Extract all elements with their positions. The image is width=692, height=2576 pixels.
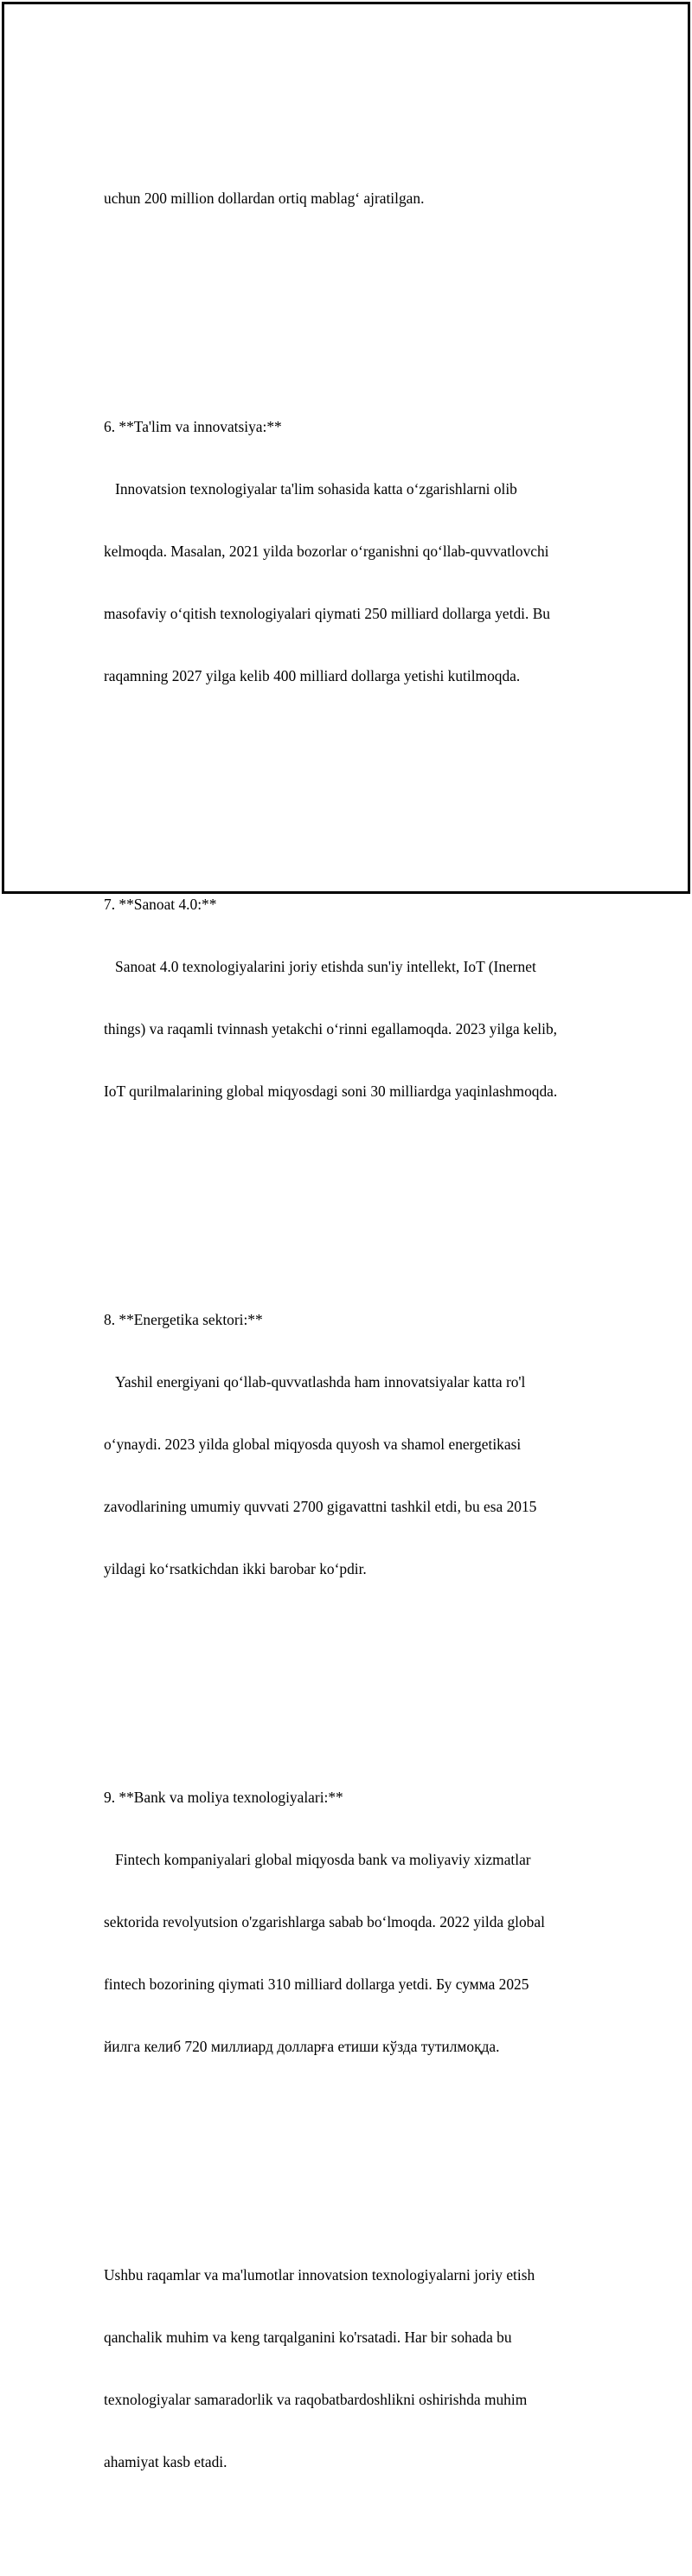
text-line: qanchalik muhim va keng tarqalganini ko'rsatadi. Har bir sohada bu [104, 2329, 512, 2346]
text-line: kelmoqda. Masalan, 2021 yilda bozorlar o‘rganishni qo‘llab-quvvatlovchi [104, 543, 549, 560]
text-line: things) va raqamli tvinnash yetakchi o‘rinni egallamoqda. 2023 yilga kelib, [104, 1020, 558, 1037]
paragraph-continuation [104, 146, 606, 250]
section-6-talim [104, 375, 606, 728]
text-line: ahamiyat kasb etadi. [104, 2453, 227, 2470]
paragraph-gap [104, 1185, 606, 1205]
text-line: o‘ynaydi. 2023 yilda global miqyosda quyosh va shamol energetikasi [104, 1436, 522, 1453]
section-heading: 8. **Energetika sektori:** [104, 1311, 263, 1328]
section-heading: 9. **Bank va moliya texnologiyalari:** [104, 1789, 343, 1806]
text-line: yildagi ko‘rsatkichdan ikki barobar ko‘pdir. [104, 1560, 367, 1577]
text-line: Sanoat 4.0 texnologiyalarini joriy etishda sun'iy intellekt, IoT (Inernet [104, 958, 536, 975]
text-line: Yashil energiyani qo‘llab-quvvatlashda ham innovatsiyalar katta ro'l [104, 1373, 526, 1391]
section-8-energetika [104, 1268, 606, 1621]
text-line: Ushbu raqamlar va ma'lumotlar innovatsion texnologiyalarni joriy etish [104, 2266, 535, 2284]
paragraph-gap [104, 769, 606, 790]
text-line: raqamning 2027 yilga kelib 400 milliard dollarga yetishi kutilmoqda. [104, 667, 521, 684]
text-line: Innovatsion texnologiyalar ta'lim sohasida katta o‘zgarishlarni olib [104, 480, 517, 498]
paragraph-gap [104, 1662, 606, 1683]
text-line: йилга келиб 720 миллиард долларға етиши кўзда тутилмоқда. [104, 2038, 500, 2055]
text-line: texnologiyalar samaradorlik va raqobatbardoshlikni oshirishda muhim [104, 2391, 528, 2408]
text-line: uchun 200 million dollardan ortiq mablag‘ ajratilgan. [104, 190, 425, 207]
section-heading: 6. **Ta'lim va innovatsiya:** [104, 418, 282, 435]
section-heading: 7. **Sanoat 4.0:** [104, 896, 217, 913]
paragraph-gap [104, 292, 606, 312]
conclusion-paragraph [104, 2223, 606, 2514]
document-body [104, 84, 606, 2576]
page-frame [2, 2, 690, 2470]
text-line: Fintech kompaniyalari global miqyosda bank va moliyaviy xizmatlar [104, 1851, 531, 1868]
section-7-sanoat [104, 852, 606, 1143]
section-9-bank-moliya [104, 1745, 606, 2098]
text-line: zavodlarining umumiy quvvati 2700 gigavattni tashkil etdi, bu esa 2015 [104, 1498, 537, 1515]
text-line: IoT qurilmalarining global miqyosdagi soni 30 milliardga yaqinlashmoqda. [104, 1082, 558, 1100]
text-line: fintech bozorining qiymati 310 milliard dollarga yetdi. Бу сумма 2025 [104, 1975, 529, 1993]
text-line: masofaviy o‘qitish texnologiyalari qiymati 250 milliard dollarga yetdi. Bu [104, 605, 550, 622]
text-line: sektorida revolyutsion o'zgarishlarga sabab bo‘lmoqda. 2022 yilda global [104, 1913, 545, 1930]
paragraph-gap [104, 2140, 606, 2161]
